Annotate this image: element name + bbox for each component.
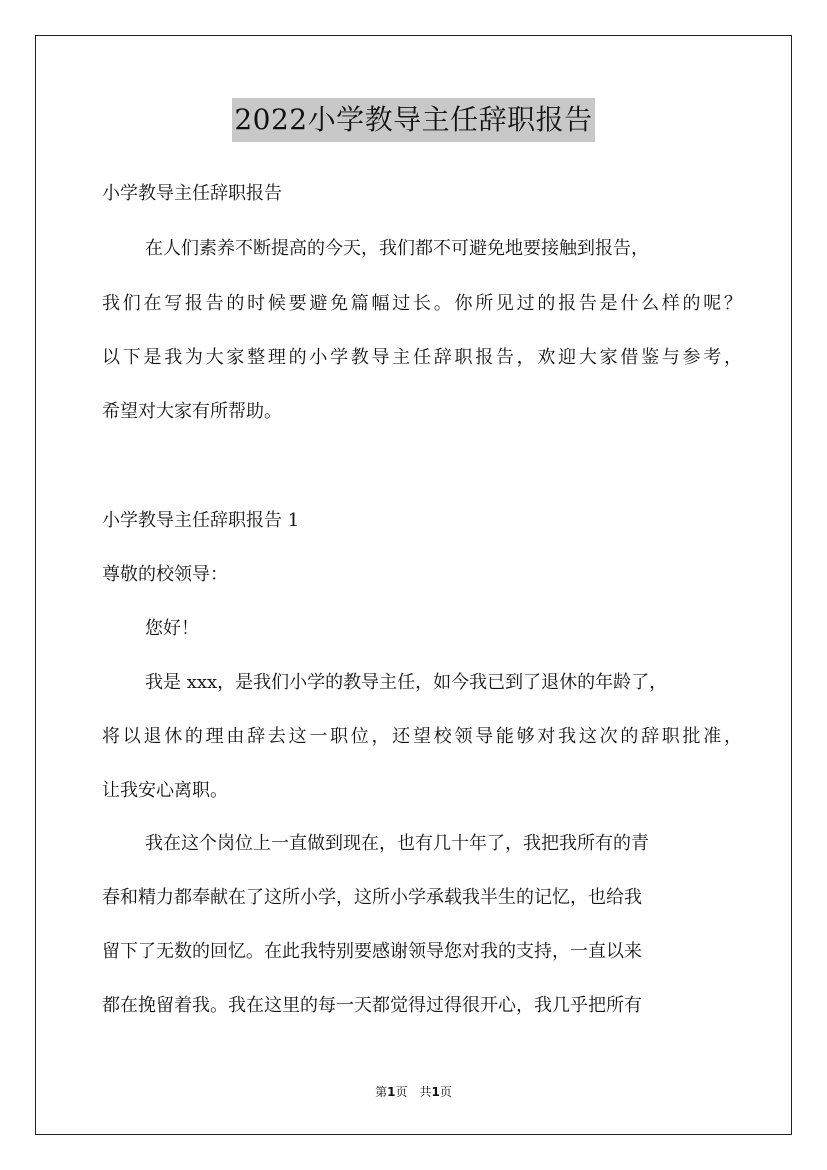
total-prefix: 共 [419, 1085, 432, 1099]
page-suffix: 页 [395, 1085, 408, 1099]
paragraph-line: 希望对大家有所帮助。 [102, 401, 282, 422]
paragraph-line: 我们在写报告的时候要避免篇幅过长。你所见过的报告是什么样的呢？ [102, 293, 742, 314]
paragraph-line: 以下是我为大家整理的小学教导主任辞职报告，欢迎大家借鉴与参考， [102, 347, 742, 368]
paragraph-line: 都在挽留着我。我在这里的每一天都觉得过得很开心，我几乎把所有 [102, 995, 642, 1016]
paragraph-line: 我在这个岗位上一直做到现在，也有几十年了，我把我所有的青 [145, 833, 649, 854]
paragraph-line: 春和精力都奉献在了这所小学，这所小学承载我半生的记忆，也给我 [102, 887, 642, 908]
total-suffix: 页 [439, 1085, 452, 1099]
paragraph-line: 将以退休的理由辞去这一职位，还望校领导能够对我这次的辞职批准， [102, 726, 742, 747]
page-footer [0, 1084, 827, 1100]
paragraph-line: 在人们素养不断提高的今天，我们都不可避免地要接触到报告， [145, 238, 649, 259]
paragraph-line: 留下了无数的回忆。在此我特别要感谢领导您对我的支持，一直以来 [102, 941, 642, 962]
section-heading: 小学教导主任辞职报告 [102, 183, 282, 204]
page-prefix: 第 [375, 1085, 388, 1099]
paragraph-line: 让我安心离职。 [102, 780, 228, 801]
paragraph-line: 我是 xxx，是我们小学的教导主任，如今我已到了退休的年龄了， [145, 672, 668, 693]
title-container [0, 98, 827, 142]
salutation: 尊敬的校领导： [102, 564, 228, 585]
greeting: 您好！ [145, 618, 199, 639]
page-current: 1 [387, 1085, 396, 1099]
document-title: 2022小学教导主任辞职报告 [232, 98, 594, 142]
section-heading: 小学教导主任辞职报告 1 [102, 510, 300, 531]
total-pages: 1 [431, 1085, 440, 1099]
